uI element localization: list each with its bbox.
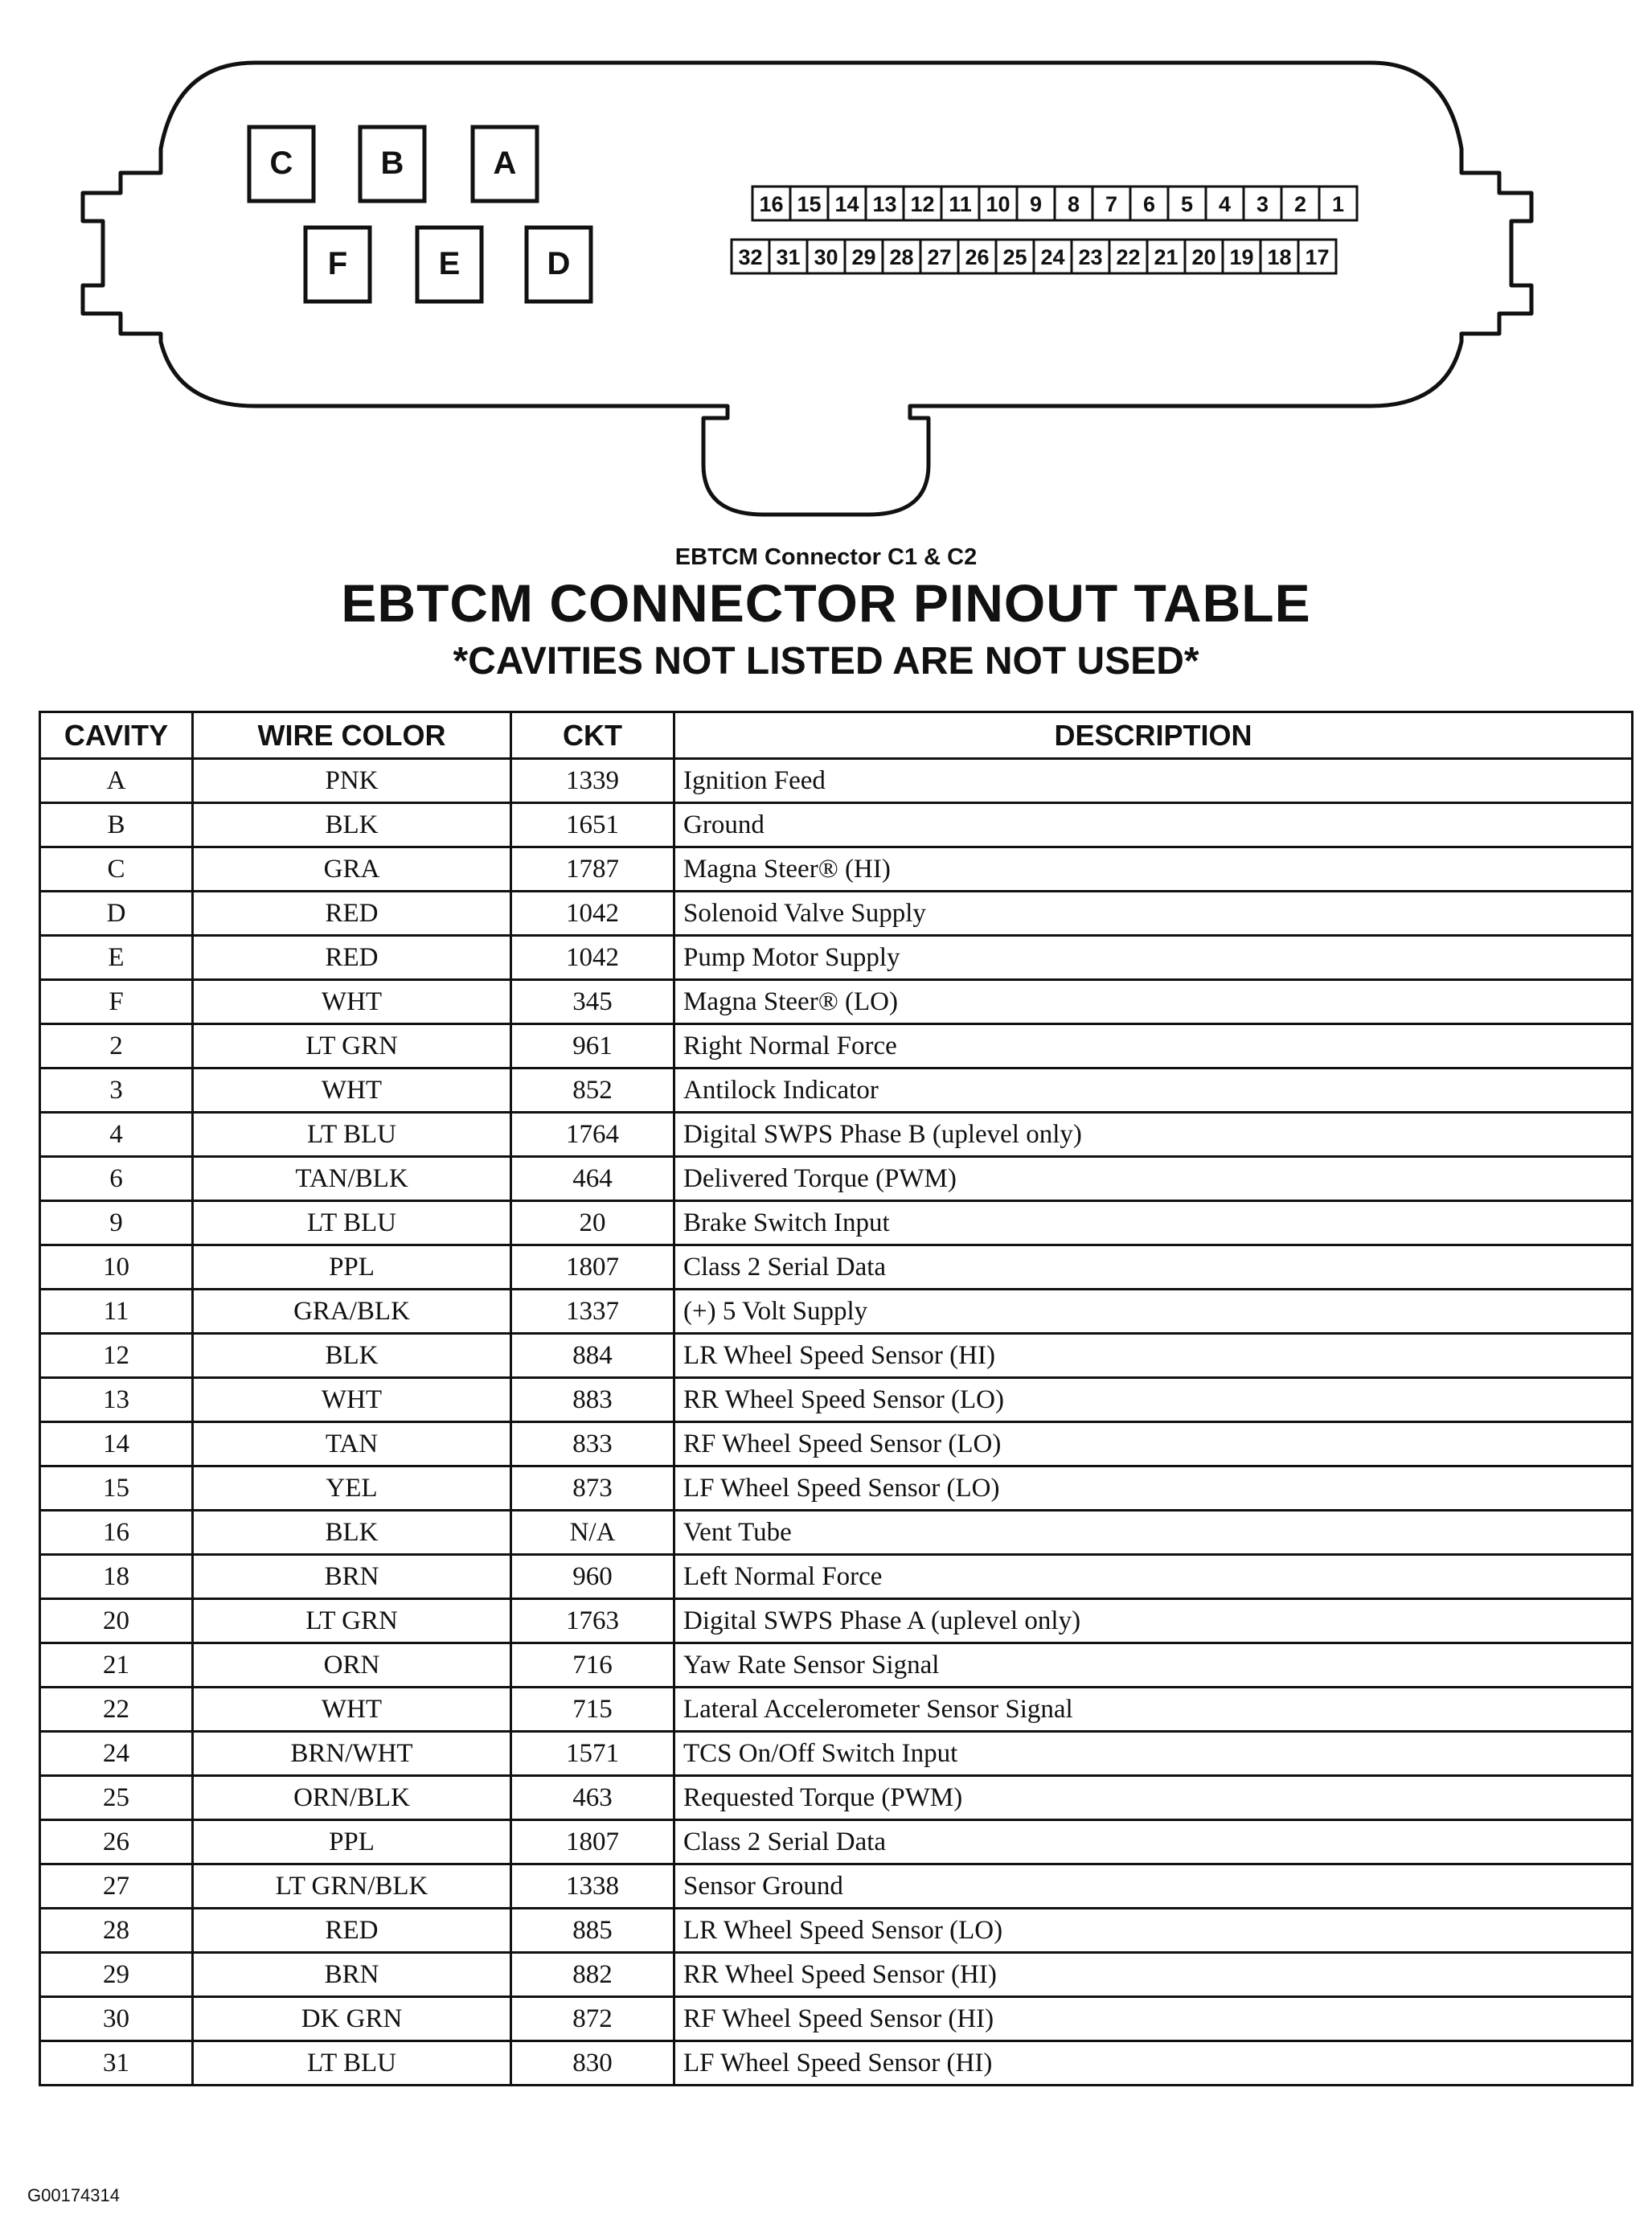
- cell-ckt: 345: [511, 980, 674, 1024]
- connector-outline: [83, 63, 1531, 515]
- cell-wire-color: BRN: [193, 1555, 511, 1599]
- table-row: [40, 1245, 1633, 1290]
- table-row: [40, 1068, 1633, 1113]
- cell-cavity: 10: [40, 1245, 193, 1290]
- table-row: [40, 1953, 1633, 1997]
- cell-ckt: 1807: [511, 1820, 674, 1864]
- cell-wire-color: ORN/BLK: [193, 1776, 511, 1820]
- cell-ckt: 1339: [511, 759, 674, 803]
- letter-cavity: [305, 228, 370, 301]
- pin-cavity-label: 18: [1267, 245, 1292, 269]
- cell-ckt: 884: [511, 1334, 674, 1378]
- pin-cavity-label: 15: [797, 192, 822, 216]
- table-row: [40, 1688, 1633, 1732]
- table-row: [40, 1201, 1633, 1245]
- letter-cavity-label: C: [269, 146, 293, 181]
- cell-cavity: 30: [40, 1997, 193, 2041]
- cell-description: Requested Torque (PWM): [674, 1776, 1633, 1820]
- pin-cavity: [941, 187, 979, 220]
- cell-ckt: 1337: [511, 1290, 674, 1334]
- pin-cavity: [1092, 187, 1130, 220]
- cell-ckt: 20: [511, 1201, 674, 1245]
- cell-ckt: 1042: [511, 936, 674, 980]
- pin-cavity: [790, 187, 828, 220]
- header-wire-color: WIRE COLOR: [193, 712, 511, 759]
- cell-wire-color: YEL: [193, 1466, 511, 1511]
- pin-cavity-label: 21: [1154, 245, 1179, 269]
- pin-cavity: [1072, 240, 1109, 273]
- pin-cavity-label: 16: [759, 192, 784, 216]
- pin-cavity-label: 31: [776, 245, 801, 269]
- cell-description: Ignition Feed: [674, 759, 1633, 803]
- pin-cavity-label: 20: [1191, 245, 1216, 269]
- pin-cavity-label: 13: [872, 192, 897, 216]
- pin-cavity: [996, 240, 1034, 273]
- cell-wire-color: GRA/BLK: [193, 1290, 511, 1334]
- cell-description: Digital SWPS Phase B (uplevel only): [674, 1113, 1633, 1157]
- table-row: [40, 1864, 1633, 1909]
- cell-wire-color: LT BLU: [193, 1113, 511, 1157]
- cell-description: Magna Steer® (LO): [674, 980, 1633, 1024]
- header-description: DESCRIPTION: [674, 712, 1633, 759]
- cell-ckt: 1651: [511, 803, 674, 847]
- letter-cavity: [527, 228, 591, 301]
- note: *CAVITIES NOT LISTED ARE NOT USED*: [453, 640, 1199, 683]
- pin-cavity-label: 27: [927, 245, 952, 269]
- cell-description: RF Wheel Speed Sensor (LO): [674, 1422, 1633, 1466]
- cell-cavity: 9: [40, 1201, 193, 1245]
- letter-cavity-label: F: [327, 246, 348, 281]
- pin-cavity-label: 29: [851, 245, 876, 269]
- cell-description: Class 2 Serial Data: [674, 1820, 1633, 1864]
- letter-cavity: [249, 127, 314, 201]
- table-row: [40, 1378, 1633, 1422]
- pin-cavity-label: 17: [1305, 245, 1330, 269]
- table-row: [40, 759, 1633, 803]
- cell-cavity: 26: [40, 1820, 193, 1864]
- pin-cavity-label: 24: [1040, 245, 1065, 269]
- pin-cavity: [1130, 187, 1168, 220]
- pin-cavity: [807, 240, 845, 273]
- cell-ckt: 872: [511, 1997, 674, 2041]
- letter-cavity: [417, 228, 482, 301]
- cell-cavity: 11: [40, 1290, 193, 1334]
- cell-description: Left Normal Force: [674, 1555, 1633, 1599]
- cell-description: (+) 5 Volt Supply: [674, 1290, 1633, 1334]
- table-row: [40, 1997, 1633, 2041]
- cell-ckt: 852: [511, 1068, 674, 1113]
- cell-wire-color: WHT: [193, 1068, 511, 1113]
- table-row: [40, 1643, 1633, 1688]
- table-row: [40, 1334, 1633, 1378]
- pin-cavity-label: 32: [738, 245, 763, 269]
- table-row: [40, 936, 1633, 980]
- pin-cavity: [883, 240, 920, 273]
- cell-description: Vent Tube: [674, 1511, 1633, 1555]
- cell-wire-color: BLK: [193, 1334, 511, 1378]
- pin-cavity-label: 8: [1067, 192, 1080, 216]
- table-body: [40, 759, 1633, 2086]
- pin-cavity: [1298, 240, 1336, 273]
- cell-cavity: 21: [40, 1643, 193, 1688]
- table-row: [40, 1820, 1633, 1864]
- cell-wire-color: WHT: [193, 980, 511, 1024]
- cell-cavity: 3: [40, 1068, 193, 1113]
- cell-cavity: 13: [40, 1378, 193, 1422]
- pin-cavity: [1055, 187, 1092, 220]
- cell-cavity: 12: [40, 1334, 193, 1378]
- cell-description: LF Wheel Speed Sensor (LO): [674, 1466, 1633, 1511]
- cell-cavity: 27: [40, 1864, 193, 1909]
- pin-cavity-label: 3: [1256, 192, 1269, 216]
- cell-ckt: 873: [511, 1466, 674, 1511]
- diagram-caption: EBTCM Connector C1 & C2: [674, 544, 978, 570]
- pin-cavity: [1168, 187, 1206, 220]
- table-header-row: [40, 712, 1633, 759]
- cell-wire-color: PPL: [193, 1245, 511, 1290]
- cell-description: Magna Steer® (HI): [674, 847, 1633, 892]
- cell-description: Class 2 Serial Data: [674, 1245, 1633, 1290]
- cell-description: TCS On/Off Switch Input: [674, 1732, 1633, 1776]
- pin-cavity-label: 7: [1105, 192, 1118, 216]
- cell-description: Sensor Ground: [674, 1864, 1633, 1909]
- cell-ckt: 883: [511, 1378, 674, 1422]
- cell-wire-color: PPL: [193, 1820, 511, 1864]
- cell-wire-color: ORN: [193, 1643, 511, 1688]
- cell-description: Pump Motor Supply: [674, 936, 1633, 980]
- cell-wire-color: RED: [193, 892, 511, 936]
- pin-cavity-label: 30: [814, 245, 838, 269]
- table-row: [40, 2041, 1633, 2086]
- cell-ckt: 961: [511, 1024, 674, 1068]
- pin-cavity-label: 25: [1002, 245, 1027, 269]
- cell-wire-color: DK GRN: [193, 1997, 511, 2041]
- header-ckt: CKT: [511, 712, 674, 759]
- pin-cavity-label: 22: [1116, 245, 1141, 269]
- cell-wire-color: LT BLU: [193, 1201, 511, 1245]
- cell-ckt: 960: [511, 1555, 674, 1599]
- cell-wire-color: LT GRN: [193, 1599, 511, 1643]
- cell-ckt: 1042: [511, 892, 674, 936]
- figure-id: G00174314: [27, 2185, 120, 2205]
- table-row: [40, 1732, 1633, 1776]
- pin-cavity-label: 9: [1029, 192, 1043, 216]
- cell-description: Delivered Torque (PWM): [674, 1157, 1633, 1201]
- cell-cavity: 29: [40, 1953, 193, 1997]
- pin-cavity-label: 19: [1229, 245, 1254, 269]
- cell-wire-color: RED: [193, 1909, 511, 1953]
- cell-description: Brake Switch Input: [674, 1201, 1633, 1245]
- cell-cavity: C: [40, 847, 193, 892]
- pin-cavity: [1034, 240, 1072, 273]
- cell-cavity: 6: [40, 1157, 193, 1201]
- table-row: [40, 1511, 1633, 1555]
- pin-cavity-label: 26: [965, 245, 990, 269]
- pin-cavity-label: 14: [834, 192, 859, 216]
- cell-ckt: 833: [511, 1422, 674, 1466]
- table-row: [40, 1466, 1633, 1511]
- pin-cavity-label: 2: [1293, 192, 1307, 216]
- cell-wire-color: BLK: [193, 1511, 511, 1555]
- cell-cavity: 22: [40, 1688, 193, 1732]
- cell-cavity: 24: [40, 1732, 193, 1776]
- pin-cavity: [1319, 187, 1357, 220]
- cell-ckt: 882: [511, 1953, 674, 1997]
- cell-wire-color: BRN/WHT: [193, 1732, 511, 1776]
- cell-wire-color: WHT: [193, 1378, 511, 1422]
- letter-cavities: [249, 127, 591, 301]
- cell-cavity: 18: [40, 1555, 193, 1599]
- cell-cavity: 16: [40, 1511, 193, 1555]
- table-row: [40, 980, 1633, 1024]
- cell-description: Digital SWPS Phase A (uplevel only): [674, 1599, 1633, 1643]
- cell-ckt: N/A: [511, 1511, 674, 1555]
- table-row: [40, 1909, 1633, 1953]
- cell-description: LF Wheel Speed Sensor (HI): [674, 2041, 1633, 2086]
- cell-ckt: 1807: [511, 1245, 674, 1290]
- cell-description: RF Wheel Speed Sensor (HI): [674, 1997, 1633, 2041]
- cell-cavity: F: [40, 980, 193, 1024]
- pin-cavity: [958, 240, 996, 273]
- table-row: [40, 1290, 1633, 1334]
- pin-cavity-label: 12: [910, 192, 935, 216]
- cell-description: Lateral Accelerometer Sensor Signal: [674, 1688, 1633, 1732]
- cell-description: Ground: [674, 803, 1633, 847]
- letter-cavity: [360, 127, 424, 201]
- cell-cavity: E: [40, 936, 193, 980]
- pin-cavity-label: 28: [889, 245, 914, 269]
- cell-cavity: 25: [40, 1776, 193, 1820]
- pin-cavity: [1017, 187, 1055, 220]
- pin-cavities: [732, 187, 1357, 273]
- cell-wire-color: LT BLU: [193, 2041, 511, 2086]
- letter-cavity-label: A: [493, 146, 517, 181]
- pin-cavity: [1185, 240, 1223, 273]
- pin-cavity: [1206, 187, 1244, 220]
- cell-ckt: 716: [511, 1643, 674, 1688]
- cell-description: Antilock Indicator: [674, 1068, 1633, 1113]
- pin-cavity-label: 11: [949, 192, 972, 216]
- pin-cavity: [1223, 240, 1261, 273]
- cell-ckt: 715: [511, 1688, 674, 1732]
- table-row: [40, 1555, 1633, 1599]
- pin-cavity-label: 4: [1218, 192, 1232, 216]
- cell-description: RR Wheel Speed Sensor (LO): [674, 1378, 1633, 1422]
- pinout-table: [39, 711, 1634, 2086]
- cell-cavity: 15: [40, 1466, 193, 1511]
- pin-cavity-label: 1: [1331, 192, 1345, 216]
- pin-cavity: [904, 187, 941, 220]
- table-row: [40, 803, 1633, 847]
- pin-cavity: [828, 187, 866, 220]
- cell-ckt: 1763: [511, 1599, 674, 1643]
- cell-wire-color: BLK: [193, 803, 511, 847]
- cell-ckt: 830: [511, 2041, 674, 2086]
- table-row: [40, 847, 1633, 892]
- table-row: [40, 892, 1633, 936]
- cell-wire-color: BRN: [193, 1953, 511, 1997]
- cell-cavity: 20: [40, 1599, 193, 1643]
- cell-description: Solenoid Valve Supply: [674, 892, 1633, 936]
- cell-ckt: 1571: [511, 1732, 674, 1776]
- table-row: [40, 1776, 1633, 1820]
- cell-cavity: 2: [40, 1024, 193, 1068]
- cell-cavity: 4: [40, 1113, 193, 1157]
- pin-cavity: [752, 187, 790, 220]
- cell-cavity: A: [40, 759, 193, 803]
- cell-wire-color: LT GRN: [193, 1024, 511, 1068]
- cell-ckt: 463: [511, 1776, 674, 1820]
- pin-cavity: [979, 187, 1017, 220]
- cell-wire-color: TAN: [193, 1422, 511, 1466]
- cell-ckt: 885: [511, 1909, 674, 1953]
- letter-cavity-label: E: [438, 246, 461, 281]
- letter-cavity: [473, 127, 537, 201]
- pin-cavity: [1261, 240, 1298, 273]
- cell-description: Yaw Rate Sensor Signal: [674, 1643, 1633, 1688]
- pin-cavity-label: 23: [1078, 245, 1103, 269]
- pin-cavity: [1244, 187, 1281, 220]
- cell-wire-color: LT GRN/BLK: [193, 1864, 511, 1909]
- cell-description: LR Wheel Speed Sensor (LO): [674, 1909, 1633, 1953]
- cell-wire-color: GRA: [193, 847, 511, 892]
- pin-cavity: [732, 240, 769, 273]
- cell-wire-color: PNK: [193, 759, 511, 803]
- cell-cavity: 14: [40, 1422, 193, 1466]
- pin-cavity-label: 10: [986, 192, 1010, 216]
- cell-cavity: B: [40, 803, 193, 847]
- pin-cavity: [866, 187, 904, 220]
- cell-wire-color: RED: [193, 936, 511, 980]
- cell-ckt: 1764: [511, 1113, 674, 1157]
- cell-description: LR Wheel Speed Sensor (HI): [674, 1334, 1633, 1378]
- cell-cavity: 28: [40, 1909, 193, 1953]
- table-row: [40, 1599, 1633, 1643]
- table-row: [40, 1113, 1633, 1157]
- letter-cavity-label: B: [380, 146, 404, 181]
- table-row: [40, 1024, 1633, 1068]
- pin-cavity: [1147, 240, 1185, 273]
- cell-description: Right Normal Force: [674, 1024, 1633, 1068]
- cell-cavity: D: [40, 892, 193, 936]
- header-cavity: CAVITY: [40, 712, 193, 759]
- letter-cavity-label: D: [547, 246, 571, 281]
- cell-wire-color: TAN/BLK: [193, 1157, 511, 1201]
- pin-cavity: [845, 240, 883, 273]
- table-row: [40, 1422, 1633, 1466]
- cell-cavity: 31: [40, 2041, 193, 2086]
- pin-cavity-label: 6: [1142, 192, 1156, 216]
- pin-cavity-label: 5: [1180, 192, 1194, 216]
- cell-ckt: 1338: [511, 1864, 674, 1909]
- cell-ckt: 464: [511, 1157, 674, 1201]
- table-row: [40, 1157, 1633, 1201]
- pin-cavity: [920, 240, 958, 273]
- connector-diagram: [0, 0, 1652, 539]
- cell-wire-color: WHT: [193, 1688, 511, 1732]
- cell-description: RR Wheel Speed Sensor (HI): [674, 1953, 1633, 1997]
- pin-cavity: [769, 240, 807, 273]
- pin-cavity: [1281, 187, 1319, 220]
- pin-cavity: [1109, 240, 1147, 273]
- cell-ckt: 1787: [511, 847, 674, 892]
- page-title: EBTCM CONNECTOR PINOUT TABLE: [341, 573, 1311, 633]
